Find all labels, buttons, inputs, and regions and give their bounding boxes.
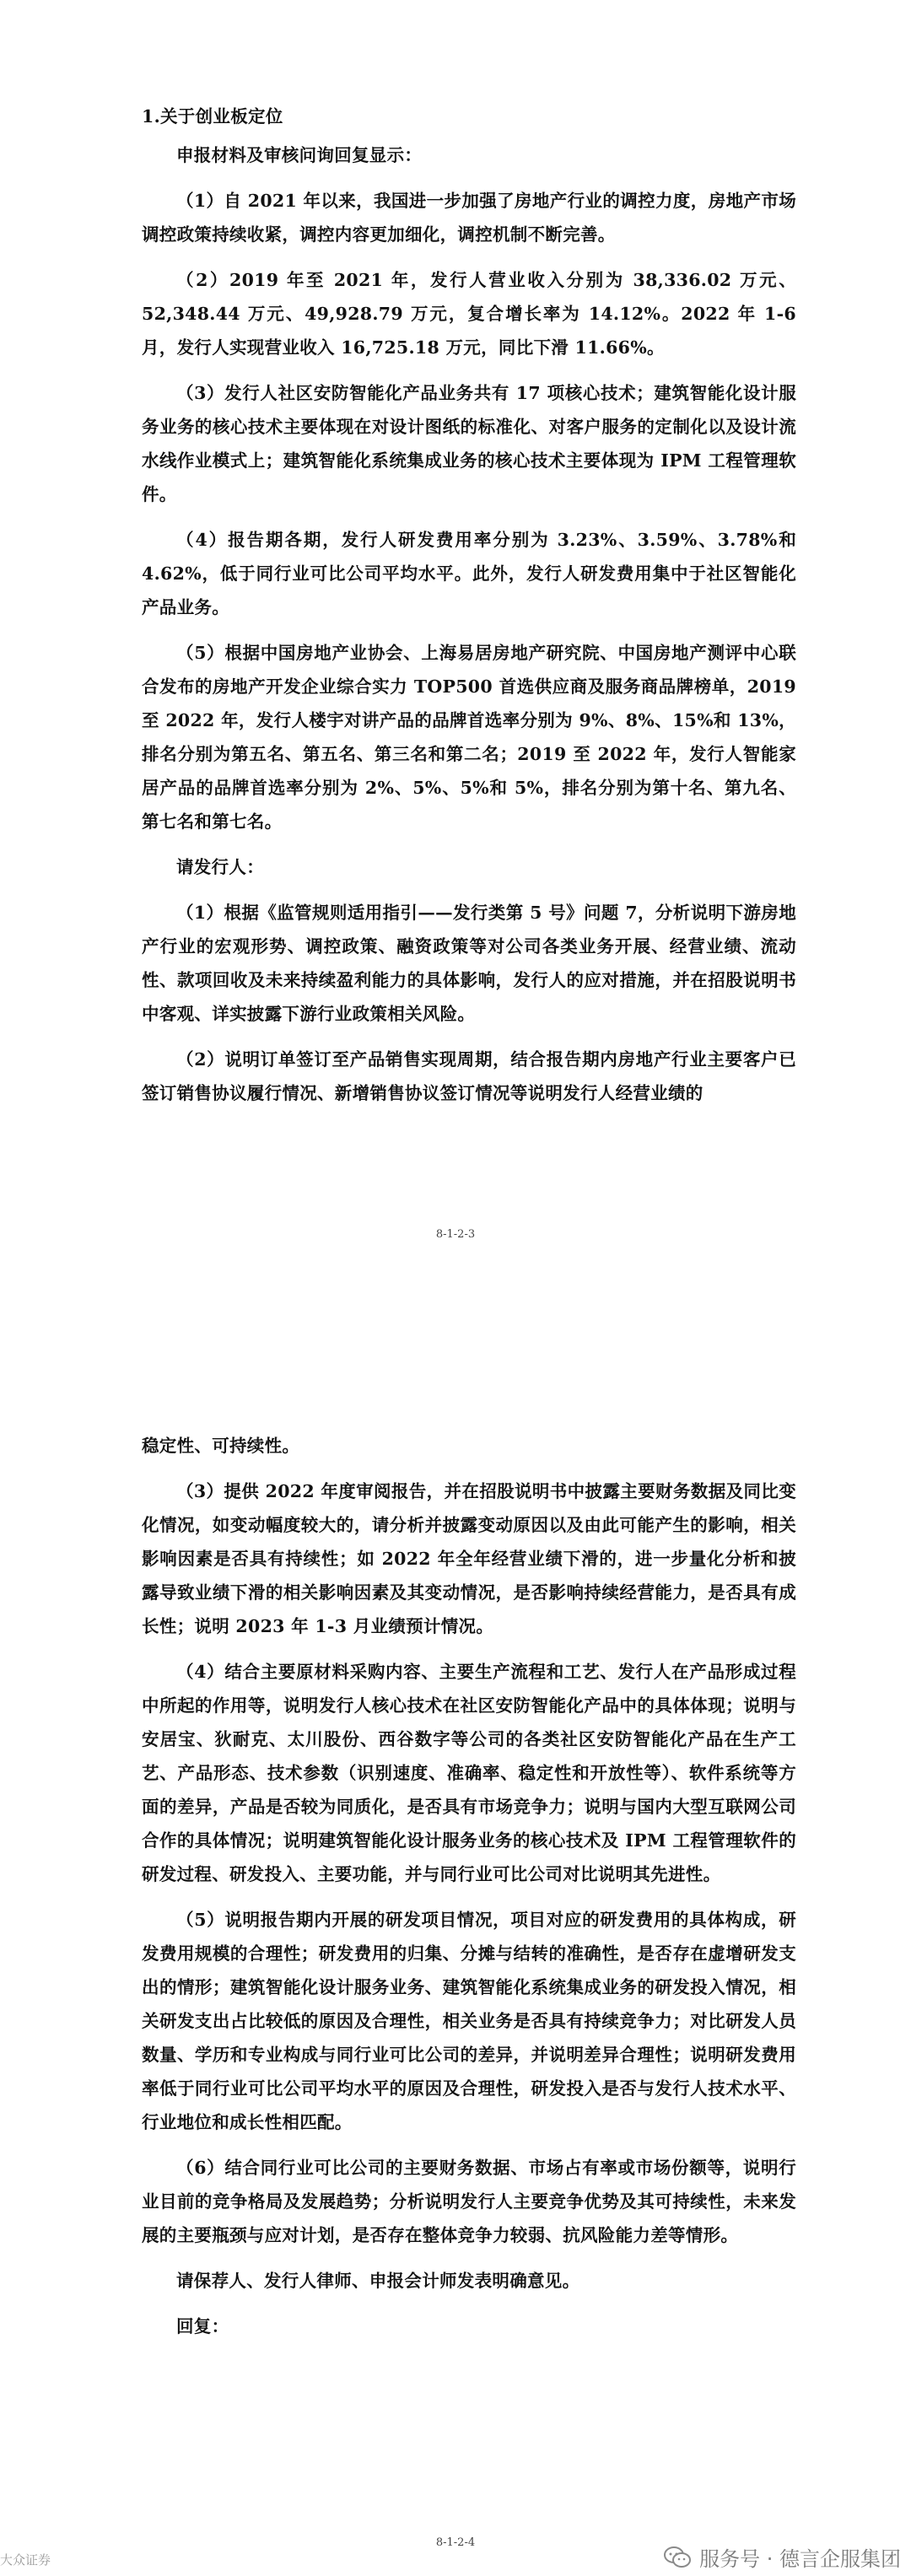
fact-item-5: （5）根据中国房地产业协会、上海易居房地产研究院、中国房地产测评中心联合发布的房地产开发企业综合实力 TOP500 首选供应商及服务商品牌榜单，2019 至 2022 年，发行人楼宇对讲产品的品牌首选率分别为 9%、8%、15%和 13%，排名分别为第五名、第五名、第三名和第二名；2019 至 2022 年，发行人智能家居产品的品牌首选率分别为 2%、5%、5%和 5%，排名分别为第十名、第九名、第七名和第七名。 [142, 643, 796, 832]
reply-label: 回复： [176, 2316, 229, 2336]
fact-item-2: （2）2019 年至 2021 年，发行人营业收入分别为 38,336.02 万元、52,348.44 万元、49,928.79 万元，复合增长率为 14.12%。2022 年 1-6 月，发行人实现营业收入 16,725.18 万元，同比下滑 11.66%。 [142, 270, 796, 358]
page-1-body [142, 100, 796, 1122]
request-item-6: （6）结合同行业可比公司的主要财务数据、市场占有率或市场份额等，说明行业目前的竞争格局及发展趋势；分析说明发行人主要竞争优势及其可持续性，未来发展的主要瓶颈与应对计划，是否存在整体竞争力较弱、抗风险能力差等情形。 [142, 2158, 796, 2245]
intro-line: 申报材料及审核问询回复显示： [176, 145, 423, 165]
page-number: 8-1-2-4 [435, 2536, 476, 2549]
fact-item-3: （3）发行人社区安防智能化产品业务共有 17 项核心技术；建筑智能化设计服务业务的核心技术主要体现在对设计图纸的标准化、对客户服务的定制化以及设计流水线作业模式上；建筑智能化系统集成业务的核心技术主要体现为 IPM 工程管理软件。 [142, 383, 796, 504]
request-item-5: （5）说明报告期内开展的研发项目情况，项目对应的研发费用的具体构成，研发费用规模的合理性；研发费用的归集、分摊与结转的准确性，是否存在虚增研发支出的情形；建筑智能化设计服务业务、建筑智能化系统集成业务的研发投入情况，相关研发支出占比较低的原因及合理性，相关业务是否具有持续竞争力；对比研发人员数量、学历和专业构成与同行业可比公司的差异，并说明差异合理性；说明研发费用率低于同行业可比公司平均水平的原因及合理性，研发投入是否与发行人技术水平、行业地位和成长性相匹配。 [142, 1910, 796, 2132]
watermark-left-text: 大众证券 [0, 2552, 51, 2568]
fact-item-4: （4）报告期各期，发行人研发费用率分别为 3.23%、3.59%、3.78%和 4.62%，低于同行业可比公司平均水平。此外，发行人研发费用集中于社区智能化产品业务。 [142, 530, 796, 617]
request-item-4: （4）结合主要原材料采购内容、主要生产流程和工艺、发行人在产品形成过程中所起的作用等，说明发行人核心技术在社区安防智能化产品中的具体体现；说明与安居宝、狄耐克、太川股份、西谷数字等公司的各类社区安防智能化产品在生产工艺、产品形态、技术参数（识别速度、准确率、稳定性和开放性等）、软件系统等方面的差异，产品是否较为同质化，是否具有市场竞争力；说明与国内大型互联网公司合作的具体情况；说明建筑智能化设计服务业务的核心技术及 IPM 工程管理软件的研发过程、研发投入、主要功能，并与同行业可比公司对比说明其先进性。 [142, 1662, 796, 1884]
page-number: 8-1-2-3 [435, 1228, 476, 1241]
request-item-2: （2）说明订单签订至产品销售实现周期，结合报告期内房地产行业主要客户已签订销售协议履行情况、新增销售协议签订情况等说明发行人经营业绩的 [142, 1049, 796, 1103]
section-heading: 1.关于创业板定位 [142, 106, 283, 127]
watermark-right [664, 2542, 901, 2572]
request-item-3: （3）提供 2022 年度审阅报告，并在招股说明书中披露主要财务数据及同比变化情况，如变动幅度较大的，请分析并披露变动原因以及由此可能产生的影响，相关影响因素是否具有持续性；如 2022 年全年经营业绩下滑的，进一步量化分析和披露导致业绩下滑的相关影响因素及其变动情况，是否影响持续经营能力，是否具有成长性；说明 2023 年 1-3 月业绩预计情况。 [142, 1481, 796, 1636]
request-intro: 请发行人： [176, 857, 264, 877]
wechat-icon [664, 2546, 691, 2568]
request-item-1: （1）根据《监管规则适用指引——发行类第 5 号》问题 7，分析说明下游房地产行业的宏观形势、调控政策、融资政策等对公司各类业务开展、经营业绩、流动性、款项回收及未来持续盈利能力的具体影响，发行人的应对措施，并在招股说明书中客观、详实披露下游行业政策相关风险。 [142, 903, 796, 1024]
watermark-right-text: 服务号 · 德言企服集团 [699, 2547, 901, 2571]
watermark-left [0, 2551, 51, 2568]
page-2-body [142, 1429, 796, 2355]
fact-item-1: （1）自 2021 年以来，我国进一步加强了房地产行业的调控力度，房地产市场调控政策持续收紧，调控内容更加细化，调控机制不断完善。 [142, 191, 796, 245]
request-item-2-continued: 稳定性、可持续性。 [142, 1436, 300, 1456]
closing-request: 请保荐人、发行人律师、申报会计师发表明确意见。 [176, 2271, 580, 2291]
